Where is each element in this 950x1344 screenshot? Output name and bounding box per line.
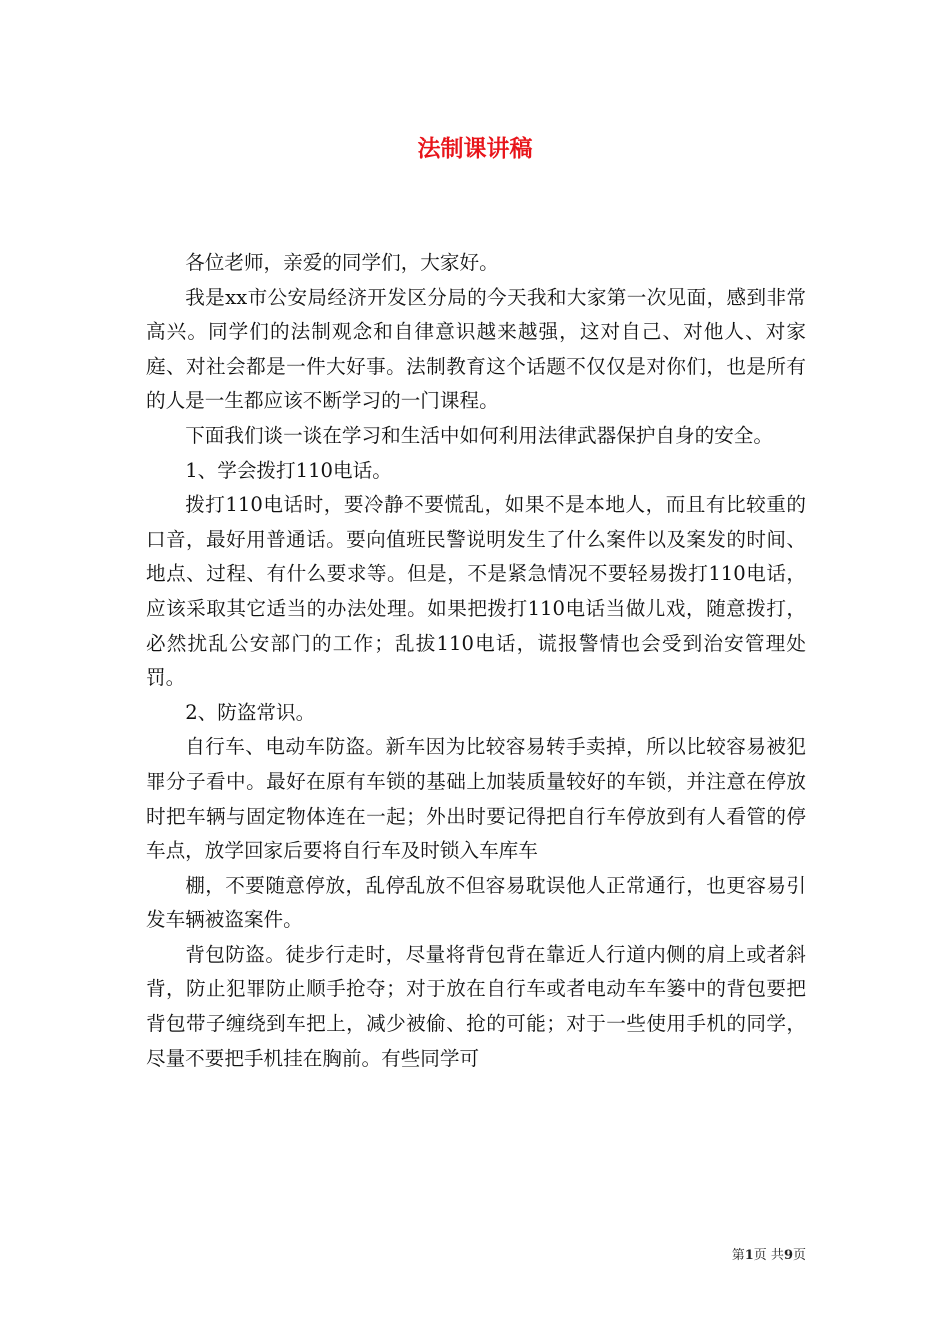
document-body (146, 246, 806, 1076)
paragraph-110-guidance: 拨打110电话时，要冷静不要慌乱，如果不是本地人，而且有比较重的口音，最好用普通话。要向值班民警说明发生了什么案件以及案发的时间、地点、过程、有什么要求等。但是，不是紧急情况不要轻易拨打110电话，应该采取其它适当的办法处理。如果把拨打110电话当做儿戏，随意拨打，必然扰乱公安部门的工作；乱拔110电话，谎报警情也会受到治安管理处罚。 (146, 493, 806, 690)
paragraph-bicycle-theft: 自行车、电动车防盗。新车因为比较容易转手卖掉，所以比较容易被犯罪分子看中。最好在原有车锁的基础上加装质量较好的车锁，并注意在停放时把车辆与固定物体连在一起；外出时要记得把自行车停放到有人看管的停车点，放学回家后要将自行车及时锁入车库车 (146, 735, 806, 863)
paragraph-introduction: 我是xx市公安局经济开发区分局的今天我和大家第一次见面，感到非常高兴。同学们的法制观念和自律意识越来越强，这对自己、对他人、对家庭、对社会都是一件大好事。法制教育这个话题不仅仅是对你们，也是所有的人是一生都应该不断学习的一门课程。 (146, 285, 806, 413)
paragraph-topic: 下面我们谈一谈在学习和生活中如何利用法律武器保护自身的安全。 (185, 423, 773, 447)
footer-middle: 页 共 (753, 1248, 784, 1263)
footer-suffix: 页 (792, 1248, 806, 1263)
page-number-footer (732, 1247, 806, 1265)
section-heading-theft: 2、防盗常识。 (185, 700, 316, 724)
current-page-number: 1 (744, 1248, 754, 1263)
footer-prefix: 第 (731, 1248, 745, 1263)
paragraph-bicycle-parking: 棚，不要随意停放，乱停乱放不但容易耽误他人正常通行，也更容易引发车辆被盗案件。 (146, 873, 806, 932)
document-title: 法制课讲稿 (417, 135, 533, 162)
paragraph-bag-theft: 背包防盗。徒步行走时，尽量将背包背在靠近人行道内侧的肩上或者斜背，防止犯罪防止顺手抢夺；对于放在自行车或者电动车车篓中的背包要把背包带子缠绕到车把上，减少被偷、抢的可能；对于一些使用手机的同学，尽量不要把手机挂在胸前。有些同学可 (146, 942, 806, 1070)
total-page-count: 9 (783, 1248, 793, 1263)
section-heading-110: 1、学会拨打110电话。 (185, 458, 392, 482)
paragraph-greeting: 各位老师，亲爱的同学们，大家好。 (185, 251, 499, 274)
